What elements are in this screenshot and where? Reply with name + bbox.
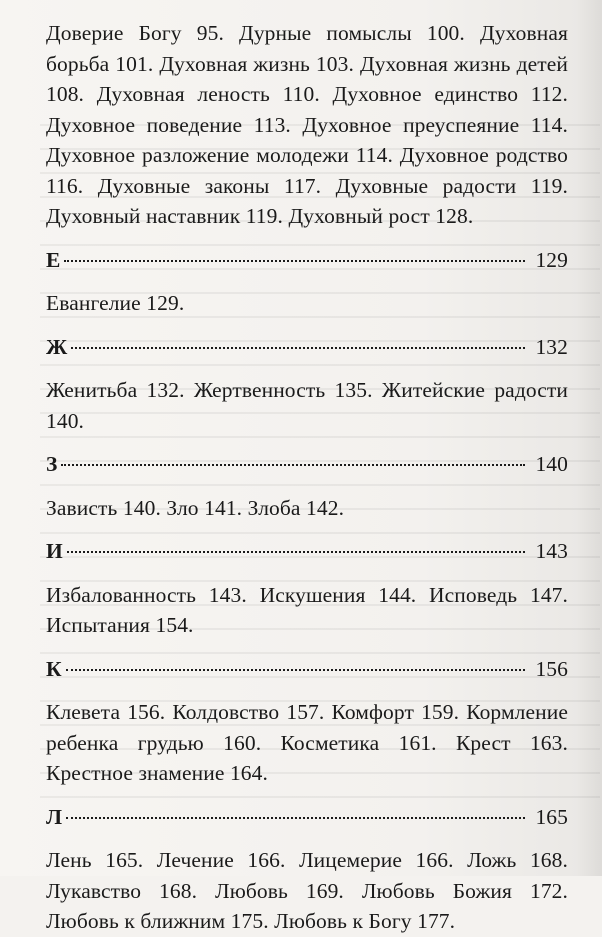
section-letter: И	[46, 539, 63, 563]
index-entries-z: Зависть 140. Зло 141. Злоба 142.	[46, 495, 345, 520]
index-entries-i: Избалованность 143. Искушения 144. Исповедь 147. Испытания 154.	[46, 582, 568, 637]
index-entries-zh: Женитьба 132. Жертвенность 135. Житейские радости 140.	[46, 378, 568, 433]
letter-heading-l	[46, 802, 568, 833]
section-letter: Л	[46, 804, 63, 829]
section-page-number: 165	[535, 804, 568, 829]
section-letter: З	[46, 452, 58, 476]
section-page-number: 156	[535, 656, 568, 681]
section-letter: Е	[46, 247, 61, 272]
dot-leader	[61, 462, 525, 466]
dot-leader	[66, 667, 526, 671]
section-page-number: 140	[535, 452, 568, 476]
letter-heading-zh	[46, 332, 568, 363]
section-page-number: 132	[535, 334, 568, 359]
letter-heading-i	[46, 536, 568, 567]
index-entries-k: Клевета 156. Колдовство 157. Комфорт 159. Кормление ребенка грудью 160. Косметика 161. Крест 163. Крестное знамение 164.	[46, 700, 568, 785]
index-entries-d: Доверие Богу 95. Дурные помыслы 100. Духовная борьба 101. Духовная жизнь 103. Духовная жизнь детей 108. Духовная леность 110. Духовное единство 112. Духовное поведение 113. Духовное преуспеяние 114. Духовное разложение молодежи 114. Духовное родство 116. Духовные законы 117. Духовные радости 119. Духовный наставник 119. Духовный рост 128.	[46, 21, 568, 228]
dot-leader	[66, 815, 525, 819]
dot-leader	[67, 549, 526, 553]
index-entries-l: Лень 165. Лечение 166. Лицемерие 166. Ложь 168. Лукавство 168. Любовь 169. Любовь Божия 172. Любовь к ближним 175. Любовь к Богу 177.	[46, 848, 568, 933]
section-page-number: 129	[535, 247, 568, 272]
index-content	[46, 18, 568, 937]
letter-heading-z	[46, 449, 568, 480]
dot-leader	[64, 258, 525, 262]
index-entries-e: Евангелие 129.	[46, 291, 185, 315]
page-edge-shadow	[576, 0, 602, 876]
letter-heading-e	[46, 245, 568, 276]
section-letter: К	[46, 656, 62, 681]
section-letter: Ж	[46, 334, 68, 359]
letter-heading-k	[46, 654, 568, 685]
dot-leader	[71, 345, 525, 349]
section-page-number: 143	[535, 539, 568, 563]
